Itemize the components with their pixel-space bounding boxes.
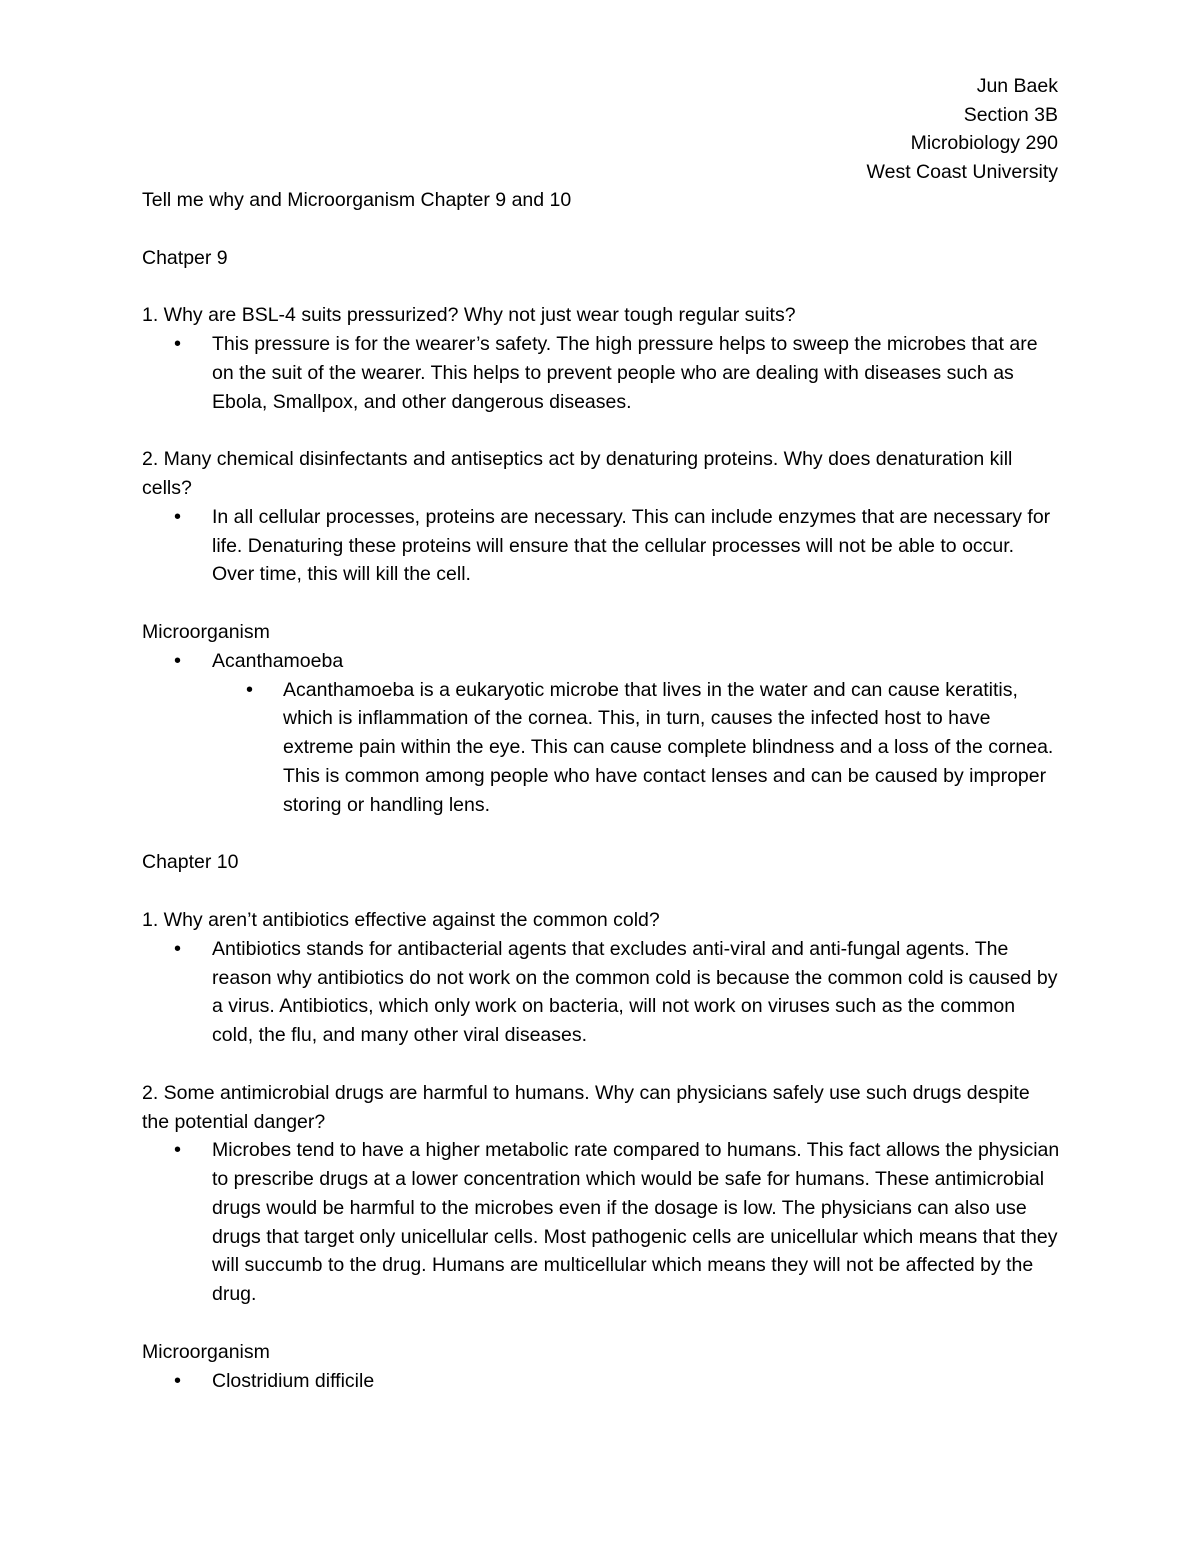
ch9-answer-2: • In all cellular processes, proteins are necessary. This can include enzymes that are necessary for life. Denaturing these proteins will ensure that the cellular processes will not be able to occur. Over time, this will kill the cell. <box>142 503 1060 589</box>
ch10-question-2: 2. Some antimicrobial drugs are harmful to humans. Why can physicians safely use such drugs despite the potential danger? <box>142 1081 1030 1133</box>
ch10-microorganism-name: • Clostridium difficile <box>142 1367 1060 1396</box>
author-header <box>867 72 1058 186</box>
document-title: Tell me why and Microorganism Chapter 9 and 10 <box>142 189 572 211</box>
ch9-answer-1: • This pressure is for the wearer’s safety. The high pressure helps to sweep the microbes that are on the suit of the wearer. This helps to prevent people who are dealing with diseases such as Ebola, Smallpox, and other dangerous diseases. <box>142 330 1060 416</box>
ch10-answer-1: • Antibiotics stands for antibacterial agents that excludes anti-viral and anti-fungal agents. The reason why antibiotics do not work on the common cold is because the common cold is caused by a virus. Antibiotics, which only work on bacteria, will not work on viruses such as the common cold, the flu, and many other viral diseases. <box>142 935 1060 1050</box>
ch9-microorganism-heading: Microorganism <box>142 620 270 643</box>
ch10-question-1: 1. Why aren’t antibiotics effective against the common cold? <box>142 908 660 931</box>
ch9-question-2: 2. Many chemical disinfectants and antiseptics act by denaturing proteins. Why does denaturation kill cells? <box>142 448 1013 499</box>
document-body <box>142 186 1060 1395</box>
ch9-question-1: 1. Why are BSL-4 suits pressurized? Why not just wear tough regular suits? <box>142 304 796 327</box>
ch10-answer-1-list <box>142 935 1060 1050</box>
ch10-microorganism-list <box>142 1367 1060 1396</box>
ch9-microorganism-list <box>142 647 1060 820</box>
section-label: Section 3B <box>963 103 1058 126</box>
ch9-answer-1-list <box>142 330 1060 416</box>
chapter-9-heading: Chatper 9 <box>142 246 228 269</box>
ch10-answer-2: • Microbes tend to have a higher metabolic rate compared to humans. This fact allows the physician to prescribe drugs at a lower concentration which would be safe for humans. These antimicrobial drugs would be harmful to the microbes even if the dosage is low. The physicians can also use drugs that target only unicellular cells. Most pathogenic cells are unicellular which means that they will succumb to the drug. Humans are multicellular which means they will not be affected by the drug. <box>142 1136 1060 1309</box>
ch9-answer-2-list <box>142 503 1060 589</box>
author-name: Jun Baek <box>976 75 1058 97</box>
ch10-answer-2-list <box>142 1136 1060 1309</box>
ch10-microorganism-heading: Microorganism <box>142 1340 270 1363</box>
course-label: Microbiology 290 <box>910 132 1058 155</box>
chapter-10-heading: Chapter 10 <box>142 851 239 874</box>
ch9-microorganism-description: • Acanthamoeba is a eukaryotic microbe that lives in the water and can cause keratitis, which is inflammation of the cornea. This, in turn, causes the infected host to have extreme pain within the eye. This can cause complete blindness and a loss of the cornea. This is common among people who have contact lenses and can be caused by improper storing or handling lens. <box>142 676 1060 820</box>
school-label: West Coast University <box>866 160 1058 183</box>
ch9-microorganism-name: • Acanthamoeba <box>142 647 1060 676</box>
